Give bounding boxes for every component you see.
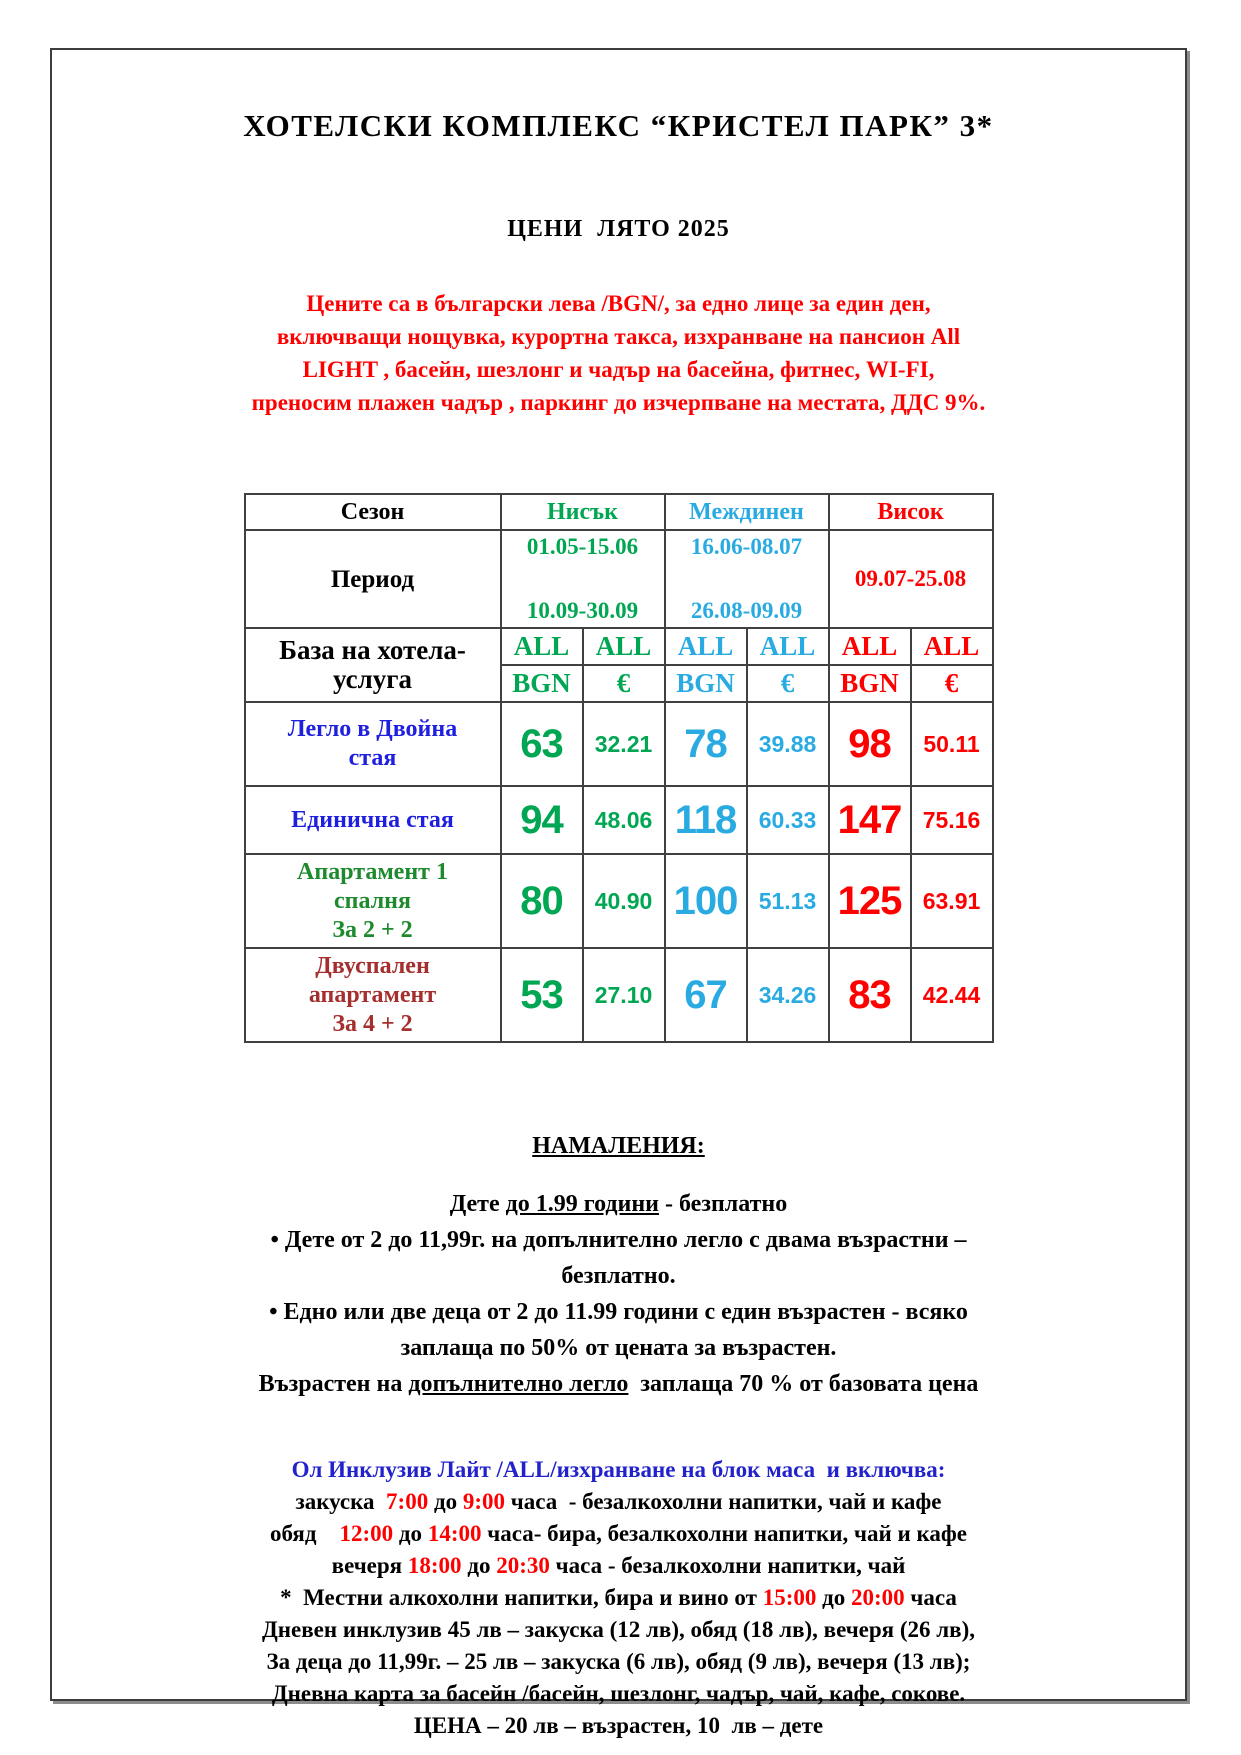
price-cell: 42.44 [911, 948, 993, 1042]
all-cell: ALL [501, 628, 583, 665]
discounts-list [52, 1186, 1185, 1402]
discount-line-children-one-adult: • Едно или две деца от 2 до 11.99 години с един възрастен - всяко [269, 1299, 968, 1325]
all-line-dinner: вечеря 18:00 до 20:30 часа - безалкохолни напитки, чай [331, 1553, 906, 1578]
price-cell: 27.10 [583, 948, 665, 1042]
all-line-breakfast: закуска 7:00 до 9:00 часа - безалкохолни напитки, чай и кафе [295, 1489, 942, 1514]
discount-line-adult-extra-bed: Възрастен на допълнително легло заплаща 70 % от базовата цена [258, 1371, 979, 1397]
period-row [245, 530, 993, 628]
period-high-value: 09.07-25.08 [854, 566, 967, 591]
price-cell: 32.21 [583, 702, 665, 786]
hotel-base-label-line2: услуга [332, 664, 413, 694]
page-subtitle: ЦЕНИ ЛЯТО 2025 [507, 216, 730, 242]
price-cell: 118 [665, 786, 747, 854]
currency-bgn-cell: BGN [829, 665, 911, 702]
all-line-daily-inclusive: Дневен инклузив 45 лв – закуска (12 лв), обяд (18 лв), вечеря (26 лв), [261, 1617, 976, 1642]
price-cell: 63 [501, 702, 583, 786]
table-row-single-room [245, 786, 993, 854]
period-low-second: 10.09-30.09 [526, 598, 639, 623]
period-low-cell [501, 530, 665, 628]
intro-line: включващи нощувка, курортна такса, изхранване на пансион All [276, 324, 961, 349]
intro-line: преносим плажен чадър , паркинг до изчерпване на местата, ДДС 9%. [251, 390, 986, 415]
season-high-header: Висок [829, 494, 993, 530]
all-line-kids-inclusive: За деца до 11,99г. – 25 лв – закуска (6 лв), обяд (9 лв), вечеря (13 лв); [266, 1649, 971, 1674]
price-cell: 60.33 [747, 786, 829, 854]
price-cell: 83 [829, 948, 911, 1042]
all-line-alcohol: * Местни алкохолни напитки, бира и вино от 15:00 до 20:00 часа [280, 1585, 957, 1610]
discount-line-infant: Дете до 1.99 години - безплатно [449, 1191, 788, 1217]
discount-line-children-one-adult-cont: заплаща по 50% от цената за възрастен. [400, 1335, 837, 1361]
price-cell: 48.06 [583, 786, 665, 854]
all-cell: ALL [911, 628, 993, 665]
all-line-pool-price: ЦЕНА – 20 лв – възрастен, 10 лв – дете [413, 1713, 824, 1738]
table-row-apartment-1br [245, 854, 993, 948]
all-cell: ALL [665, 628, 747, 665]
intro-line: Цените са в български лева /BGN/, за едно лице за един ден, [306, 291, 931, 316]
currency-eur-cell: € [583, 665, 665, 702]
price-cell: 125 [829, 854, 911, 948]
period-row-label: Период [245, 530, 501, 628]
room-name-apartment-2br: Двуспален апартамент За 4 + 2 [245, 948, 501, 1042]
room-name-single: Единична стая [245, 786, 501, 854]
intro-line: LIGHT , басейн, шезлонг и чадър на басейна, фитнес, WI-FI, [302, 357, 935, 382]
season-header-row [245, 494, 993, 530]
discount-line-child-extra-bed-cont: безплатно. [561, 1263, 676, 1289]
period-high-cell [829, 530, 993, 628]
price-cell: 50.11 [911, 702, 993, 786]
all-cell: ALL [583, 628, 665, 665]
currency-bgn-cell: BGN [665, 665, 747, 702]
table-row-apartment-2br [245, 948, 993, 1042]
price-cell: 75.16 [911, 786, 993, 854]
room-name-apartment-1br: Апартамент 1 спалня За 2 + 2 [245, 854, 501, 948]
period-low-first: 01.05-15.06 [526, 534, 639, 559]
room-name-double: Легло в Двойна стая [245, 702, 501, 786]
intro-paragraph [52, 287, 1185, 419]
price-cell: 98 [829, 702, 911, 786]
price-cell: 63.91 [911, 854, 993, 948]
price-cell: 51.13 [747, 854, 829, 948]
price-cell: 147 [829, 786, 911, 854]
table-row-double-room [245, 702, 993, 786]
price-cell: 67 [665, 948, 747, 1042]
page-border-frame [50, 48, 1187, 1738]
discounts-heading: НАМАЛЕНИЯ: [532, 1133, 705, 1159]
period-mid-first: 16.06-08.07 [690, 534, 803, 559]
price-cell: 94 [501, 786, 583, 854]
currency-bgn-cell: BGN [501, 665, 583, 702]
price-cell: 100 [665, 854, 747, 948]
price-cell: 39.88 [747, 702, 829, 786]
price-table [244, 493, 994, 1043]
season-low-header: Нисък [501, 494, 665, 530]
all-line-lunch: обяд 12:00 до 14:00 часа- бира, безалкохолни напитки, чай и кафе [269, 1521, 968, 1546]
price-cell: 40.90 [583, 854, 665, 948]
all-cell: ALL [747, 628, 829, 665]
all-inclusive-heading: Ол Инклузив Лайт /ALL/изхранване на блок маса и включва: [291, 1457, 946, 1482]
price-cell: 53 [501, 948, 583, 1042]
all-line-pool-card: Дневна карта за басейн /басейн, шезлонг, чадър, чай, кафе, сокове. [271, 1681, 966, 1706]
season-mid-header: Междинен [665, 494, 829, 530]
discount-line-child-extra-bed: • Дете от 2 до 11,99г. на допълнително легло с двама възрастни – [270, 1227, 967, 1253]
period-mid-cell [665, 530, 829, 628]
price-cell: 80 [501, 854, 583, 948]
all-cell: ALL [829, 628, 911, 665]
currency-eur-cell: € [911, 665, 993, 702]
page-title: ХОТЕЛСКИ КОМПЛЕКС “КРИСТЕЛ ПАРК” 3* [243, 108, 994, 143]
price-cell: 78 [665, 702, 747, 786]
all-inclusive-section [52, 1454, 1185, 1742]
period-mid-second: 26.08-09.09 [690, 598, 803, 623]
hotel-base-all-row [245, 628, 993, 665]
hotel-base-label-line1: База на хотела- [279, 635, 466, 665]
price-cell: 34.26 [747, 948, 829, 1042]
currency-eur-cell: € [747, 665, 829, 702]
season-header-label: Сезон [245, 494, 501, 530]
hotel-base-label [245, 628, 501, 702]
